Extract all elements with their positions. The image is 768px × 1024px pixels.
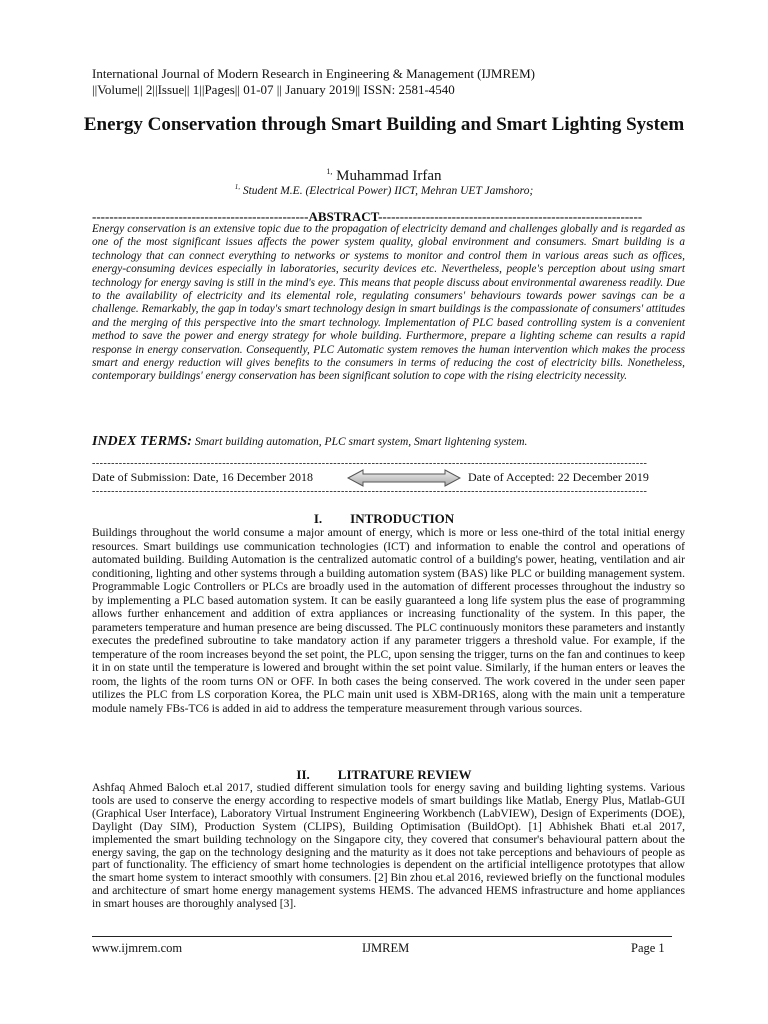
paper-title: Energy Conservation through Smart Building and Smart Lighting System bbox=[83, 114, 685, 135]
section-heading-literature-review bbox=[0, 767, 768, 783]
footer-page-number: Page 1 bbox=[631, 941, 665, 955]
affiliation-mark: 1, bbox=[234, 183, 240, 191]
submission-date: Date of Submission: Date, 16 December 2018 bbox=[92, 470, 313, 484]
abstract-text: Energy conservation is an extensive topic due to the propagation of electricity demand and challenges globally and is regarded as one of the most significant issues affects the power system quality, global environment and consumers. Smart building is a technology that can connect everything to networks or systems to monitor and control them in various areas such as offices, energy-consuming devices especially in laboratories, security devices etc. Nevertheless, people's perception about using smart technology for energy saving is still in the mind's eye. This means that people discuss about environmental awareness readily. Due to the availability of electricity and its elemental role, regulating consumers' behaviours towards power savings can be a challenge. Remarkably, the gap in today's smart technology design in smart buildings is the compassionate of consumers' attitudes and the merging of this perspective into the smart technology. Implementation of PLC based controlling system is a convenient method to save the power and energy strategy for whole building. Furthermore, prepare a lighting scheme can results a rapid response in energy conservation. Consequently, PLC Automatic system removes the human intervention which makes the process smart and energy reduction will gives benefits to the consumers in terms of reducing the cost of electricity bills. Nonetheless, contemporary buildings' energy conservation has been significant solution to cope with the rising electricity necessity. bbox=[92, 223, 685, 383]
affiliation: Student M.E. (Electrical Power) IICT, Mehran UET Jamshoro; bbox=[242, 184, 534, 197]
footer-website-link[interactable]: www.ijmrem.com bbox=[92, 941, 183, 955]
section-number: II. bbox=[296, 767, 310, 782]
footer-journal: IJMREM bbox=[362, 941, 410, 955]
section-number: I. bbox=[313, 511, 323, 526]
section-title: LITRATURE REVIEW bbox=[337, 767, 472, 782]
journal-name: International Journal of Modern Research in Engineering & Management (IJMREM) bbox=[92, 66, 535, 81]
literature-review-text: Ashfaq Ahmed Baloch et.al 2017, studied different simulation tools for energy saving and building lighting systems. Various tools are used to conserve the energy according to respective models of smart buildings like Matlab, Energy Plus, Matlab-GUI (Graphical User Interface), Laboratory Virtual Instrument Engineering Workbench (LabVIEW), Design of Experiments (DOE), Daylight (Day SIM), Production System (CLIPS), Building Optimisation (BuildOpt). [1] Abhishek Bhati et.al 2017, implemented the smart building technology on the Singapore city, they covered that consumer's behavioural pattern about the energy saving, the gap on the technology designing and the maturity as it does not take perceptions and behaviours of people as part of functionality. The efficiency of smart home technologies is dependent on the artificial intelligence prototypes that allow the smart home system to interact smoothly with consumers. [2] Bin zhou et.al 2016, reviewed briefly on the functional modules and architecture of smart home energy management systems HEMS. The advanced HEMS infrastructure and home appliances in smart houses are thoroughly analysed [3]. bbox=[92, 782, 685, 911]
dash-rule-right: ------------------------------------------------------------- bbox=[378, 209, 643, 224]
footer-rule bbox=[92, 936, 672, 937]
dashed-divider-top: ------------------------------------------------------------------------------------------------------------------------------------------------- bbox=[92, 459, 648, 469]
double-arrow-icon bbox=[347, 469, 461, 487]
journal-header bbox=[92, 66, 535, 98]
section-title: INTRODUCTION bbox=[350, 511, 455, 526]
introduction-text: Buildings throughout the world consume a major amount of energy, which is more or less one-third of the total initial energy resources. Smart buildings use communication technologies (ICT) and information to enable the control and operations of automated building. Building Automation is the centralized automatic control of a building's power, heating, ventilation and air conditioning, lighting and other systems through a building automation system (BAS) like PLC or building management system. Programmable Logic Controllers or PLCs are broadly used in the automation of different processes throughout the industry so by implementing a PLC based automation system. It can be easily guaranteed a long life system plus the ease of programming allows further enhancement and addition of extra appliances or increasing functionality of the system. In this paper, the parameters temperature and human presence are being discussed. The PLC continuously monitors these parameters and instantly executes the predefined subroutine to take mandatory action if any parameter triggers a threshold value. For example, if the temperature of the room increases beyond the set point, the PLC, upon sensing the trigger, turns on the fan and continues to keep it in on state until the temperature is lowered and brought within the set point value. Similarly, if the human enters or leaves the room, the lights of the room turns ON or OFF. In both cases the being conserved. The work covered in the under seen paper utilizes the PLC from LS corporation Korea, the PLC main unit used is XBM-DR16S, along with the main unit a temperature module namely FBs-TC6 is added in aid to address the temperature measurement through various sources. bbox=[92, 527, 685, 715]
index-terms bbox=[92, 434, 527, 450]
author-name: Muhammad Irfan bbox=[336, 168, 442, 184]
dashed-divider-bottom: ------------------------------------------------------------------------------------------------------------------------------------------------- bbox=[92, 487, 648, 497]
journal-issue-info: ||Volume|| 2||Issue|| 1||Pages|| 01-07 || January 2019|| ISSN: 2581-4540 bbox=[92, 82, 455, 97]
author-mark: 1, bbox=[326, 167, 333, 176]
section-heading-introduction bbox=[0, 511, 768, 527]
dash-rule-left: -------------------------------------------------- bbox=[92, 209, 309, 224]
accepted-date: Date of Accepted: 22 December 2019 bbox=[468, 470, 649, 484]
index-terms-text: Smart building automation, PLC smart system, Smart lightening system. bbox=[194, 436, 528, 448]
abstract-heading: ABSTRACT bbox=[308, 209, 379, 224]
affiliation-line bbox=[0, 183, 768, 197]
index-terms-label: INDEX TERMS: bbox=[92, 434, 192, 449]
